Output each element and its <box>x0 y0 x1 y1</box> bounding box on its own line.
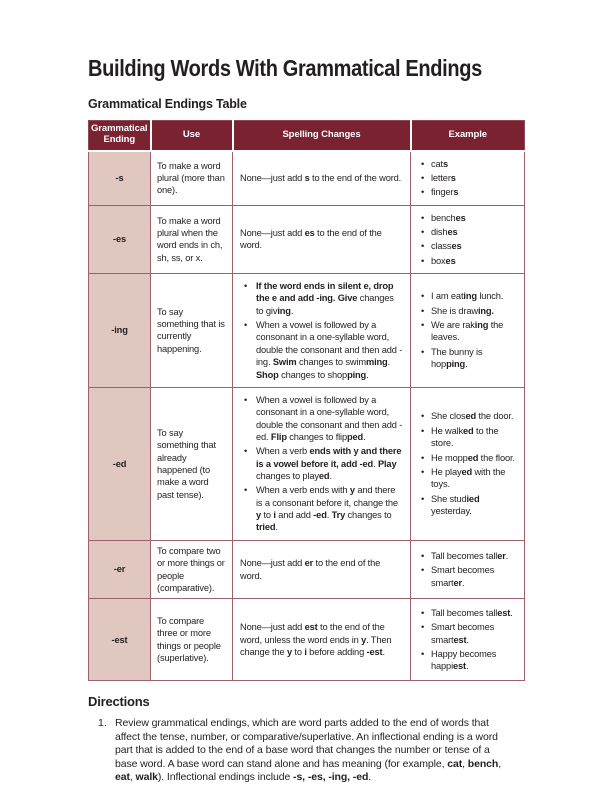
directions-heading: Directions <box>88 694 150 710</box>
example-bullet-item <box>418 564 517 589</box>
text-run: Tall becomes tall <box>431 551 498 562</box>
bold-run: ed <box>465 411 477 422</box>
text-run: and there is a consonant before it, change the <box>256 485 398 508</box>
bold-run: Swim <box>272 357 297 368</box>
text-run: to the store. <box>431 425 499 449</box>
text-run: to <box>291 646 305 657</box>
bold-run: y <box>349 485 355 496</box>
text-run: . <box>382 646 385 657</box>
text-run: . <box>510 607 513 618</box>
bold-run: es <box>451 241 462 252</box>
bold-run: ied <box>466 493 480 504</box>
bold-run: ing <box>474 320 489 331</box>
text-run: . <box>329 471 332 482</box>
example-bullet-item <box>418 621 517 646</box>
bold-run: ing <box>463 291 477 302</box>
cell-example <box>411 151 525 206</box>
cell-spelling-changes <box>233 274 411 388</box>
bold-run: es <box>445 255 456 266</box>
text-run: class <box>431 241 452 252</box>
example-bullet-item <box>418 290 517 302</box>
bold-run: cat <box>447 757 463 770</box>
bold-run: If the word ends in silent e, drop the e and add -ing. Give <box>256 281 394 304</box>
cell-spelling-changes <box>233 540 411 598</box>
text-run: Tall becomes tall <box>431 607 498 618</box>
bold-run: es <box>447 226 458 237</box>
text-run: None—just add <box>240 172 305 183</box>
bold-run: Shop <box>256 369 279 380</box>
text-run: None—just add <box>240 227 305 238</box>
cell-example <box>411 540 525 598</box>
text-run: , <box>129 771 136 784</box>
text-run: None—just add <box>240 558 305 569</box>
text-run: . <box>275 522 278 533</box>
text-run: to the end of the word. <box>309 172 402 183</box>
cell-grammatical-ending: -s <box>89 151 151 206</box>
example-bullet-item <box>418 319 517 344</box>
table-row <box>89 151 525 206</box>
text-run: . Then change the <box>240 634 392 657</box>
directions-list <box>98 717 508 785</box>
text-run: . <box>366 369 369 380</box>
cell-spelling-changes <box>233 387 411 540</box>
text-run: She is draw <box>431 305 478 316</box>
table-heading: Grammatical Endings Table <box>88 97 247 111</box>
text-run: yesterday. <box>431 505 472 516</box>
text-run: changes to swim <box>296 357 366 368</box>
cell-example <box>411 274 525 388</box>
text-run: He play <box>431 466 462 477</box>
cell-spelling-changes <box>233 205 411 273</box>
bold-run: i <box>273 510 276 521</box>
text-run: She stud <box>431 493 467 504</box>
text-run: He walk <box>431 425 464 436</box>
text-run: lunch. <box>476 291 504 302</box>
header-cell-use: Use <box>151 121 233 151</box>
header-cell-example: Example <box>411 121 525 151</box>
example-bullet-item <box>418 158 517 170</box>
text-run: with the toys. <box>431 466 506 490</box>
text-run: changes to <box>345 510 392 521</box>
cell-use: To say something that is currently happening. <box>151 274 233 388</box>
text-run: , <box>498 757 502 770</box>
bold-run: ping <box>446 359 466 370</box>
bold-run: ing. <box>477 305 494 316</box>
grammatical-endings-table <box>88 120 525 681</box>
header-cell-grammatical-ending: Grammatical Ending <box>89 121 151 151</box>
example-bullet-item <box>418 305 517 317</box>
bold-run: ping <box>347 369 367 380</box>
cell-example <box>411 599 525 681</box>
spelling-bullet-item <box>240 394 403 443</box>
text-run: . <box>466 661 469 672</box>
bold-run: er <box>453 577 462 588</box>
text-run: . <box>387 357 390 368</box>
example-bullet-item <box>418 172 517 184</box>
bold-run: -ed <box>313 510 327 521</box>
cell-spelling-changes <box>233 151 411 206</box>
bold-run: bench <box>467 757 499 770</box>
bold-run: walk <box>135 771 158 784</box>
text-run: finger <box>431 187 454 198</box>
cell-grammatical-ending: -est <box>89 599 151 681</box>
header-cell-spelling-changes: Spelling Changes <box>233 121 411 151</box>
text-run: When a verb ends with <box>256 485 350 496</box>
text-run: to the end of the word. <box>240 227 382 251</box>
text-run: bench <box>431 212 456 223</box>
cell-use: To make a word plural when the word ends in ch, sh, ss, or x. <box>151 205 233 273</box>
text-run: changes to giv <box>256 293 394 316</box>
bold-run: es <box>455 212 466 223</box>
text-run: . <box>462 577 465 588</box>
bold-run: eat <box>115 771 130 784</box>
text-run: changes to play <box>256 471 319 482</box>
cell-use: To say something that already happened (to make a word past tense). <box>151 387 233 540</box>
example-bullet-item <box>418 410 517 422</box>
table-row <box>89 540 525 598</box>
text-run: We are rak <box>431 320 475 331</box>
bold-run: est <box>304 622 318 633</box>
spelling-bullet-item <box>240 484 403 533</box>
text-run: She clos <box>431 411 466 422</box>
text-run: None—just add <box>240 622 305 633</box>
bold-run: y <box>256 510 262 521</box>
spelling-bullet-item <box>240 280 403 317</box>
text-run: When a vowel is followed by a consonant in a one-syllable word, double the consonant and then add -ed. <box>256 394 403 442</box>
text-run: When a verb <box>256 446 310 457</box>
cell-use: To make a word plural (more than one). <box>151 151 233 206</box>
spelling-text <box>240 227 403 252</box>
text-run: to <box>261 510 274 521</box>
cell-example <box>411 205 525 273</box>
text-run: Smart becomes smart <box>431 565 495 588</box>
bold-run: ped <box>347 431 364 442</box>
example-bullet-item <box>418 607 517 619</box>
text-run: When a vowel is followed by a consonant in a one-syllable word, double the consonant and then add -ing. <box>256 320 403 368</box>
example-bullet-item <box>418 550 517 562</box>
cell-grammatical-ending: -er <box>89 540 151 598</box>
bold-run: ed <box>318 471 330 482</box>
bold-run: ends with y and there is a vowel before it, add -ed <box>256 446 402 469</box>
bold-run: y <box>286 646 292 657</box>
bold-run: er <box>497 551 506 562</box>
table-row <box>89 274 525 388</box>
bold-run: -s, -es, -ing, -ed <box>293 771 369 784</box>
example-bullet-item <box>418 425 517 450</box>
bold-run: s <box>304 172 310 183</box>
bold-run: ming <box>365 357 388 368</box>
text-run: The bunny is hop <box>431 346 483 370</box>
cell-grammatical-ending: -ed <box>89 387 151 540</box>
spelling-bullet-item <box>240 319 403 381</box>
text-run: to the end of the word. <box>240 558 381 581</box>
example-bullet-item <box>418 648 517 673</box>
bold-run: er <box>304 558 314 569</box>
bold-run: Flip <box>270 431 287 442</box>
text-run: He mopp <box>431 452 468 463</box>
bold-run: est <box>497 607 511 618</box>
text-run: I am eat <box>431 291 464 302</box>
cell-grammatical-ending: -es <box>89 205 151 273</box>
bold-run: ing <box>277 305 291 316</box>
cell-example <box>411 387 525 540</box>
bold-run: s <box>450 172 456 183</box>
text-run: . <box>505 551 509 562</box>
bold-run: est <box>453 661 466 672</box>
text-run: changes to flip <box>286 431 347 442</box>
text-run: Smart becomes smart <box>431 622 495 645</box>
text-run: . <box>363 431 366 442</box>
example-bullet-item <box>418 346 517 371</box>
text-run: . <box>465 359 468 370</box>
bold-run: tried <box>256 522 276 533</box>
bold-run: s <box>453 187 459 198</box>
bold-run: Play <box>377 458 397 469</box>
spelling-text <box>240 172 403 184</box>
text-run: and add <box>275 510 314 521</box>
example-bullet-item <box>418 466 517 491</box>
spelling-bullet-item <box>240 445 403 482</box>
table-row <box>89 599 525 681</box>
text-run: cat <box>431 158 443 169</box>
text-run: box <box>431 255 446 266</box>
page-title: Building Words With Grammatical Endings <box>88 55 482 81</box>
text-run: the floor. <box>478 452 515 463</box>
bold-run: ed <box>463 425 474 436</box>
example-bullet-item <box>418 240 517 252</box>
direction-text <box>115 717 508 785</box>
example-bullet-item <box>418 452 517 464</box>
text-run: letter <box>431 172 451 183</box>
cell-use: To compare two or more things or people (comparative). <box>151 540 233 598</box>
bold-run: es <box>304 227 315 238</box>
bold-run: ed <box>467 452 479 463</box>
example-bullet-item <box>418 255 517 267</box>
bold-run: -est <box>366 646 383 657</box>
cell-spelling-changes <box>233 599 411 681</box>
table-row <box>89 387 525 540</box>
text-run: Review grammatical endings, which are word parts added to the end of words that affect the tense, number, or comparative/superlative. An inflectional ending is a word part that is added to the end of a base word that changes the number or tense of a base word. A base word can stand alone and has meaning (for example, <box>115 717 498 770</box>
text-run: . <box>290 305 294 316</box>
cell-grammatical-ending: -ing <box>89 274 151 388</box>
text-run: . <box>368 771 372 784</box>
text-run: to the end of the word, unless the word ends in <box>240 622 385 645</box>
bold-run: ed <box>461 466 473 477</box>
table-body <box>89 151 525 681</box>
bold-run: s <box>442 158 448 169</box>
text-run: , <box>462 757 468 770</box>
bold-run: Try <box>331 510 346 521</box>
text-run: . <box>466 634 469 645</box>
spelling-text <box>240 557 403 582</box>
example-bullet-item <box>418 226 517 238</box>
text-run: . <box>373 458 378 469</box>
text-run: . <box>326 510 332 521</box>
bold-run: est <box>453 634 467 645</box>
direction-item <box>98 717 508 785</box>
table-header-row <box>89 121 525 151</box>
text-run: changes to shop <box>278 369 348 380</box>
text-run: before adding <box>306 646 367 657</box>
text-run: dish <box>431 226 448 237</box>
table-row <box>89 205 525 273</box>
direction-number: 1. <box>98 717 107 730</box>
text-run: the leaves. <box>431 320 504 343</box>
example-bullet-item <box>418 493 517 518</box>
example-bullet-item <box>418 186 517 198</box>
bold-run: i <box>304 646 307 657</box>
text-run: ). Inflectional endings include <box>157 771 294 784</box>
text-run: the door. <box>476 411 514 422</box>
spelling-text <box>240 621 403 658</box>
text-run: Happy becomes happi <box>431 648 497 672</box>
cell-use: To compare three or more things or people (superlative). <box>151 599 233 681</box>
bold-run: y <box>361 634 367 645</box>
example-bullet-item <box>418 212 517 224</box>
